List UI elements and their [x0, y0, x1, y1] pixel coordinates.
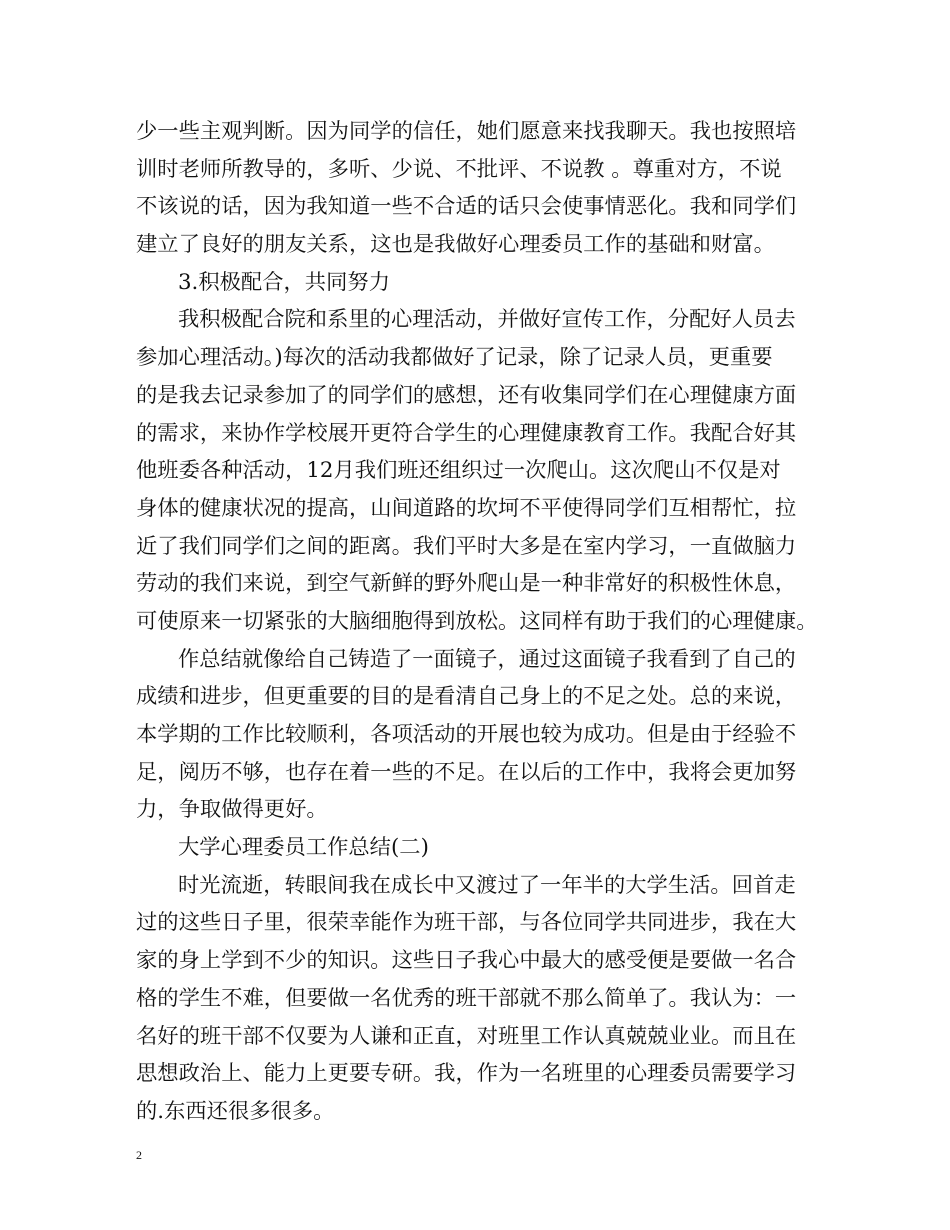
text-line: 我积极配合院和系里的心理活动，并做好宣传工作，分配好人员去: [178, 307, 796, 333]
text-line: 格的学生不难，但要做一名优秀的班干部就不那么简单了。我认为：一: [136, 985, 797, 1011]
text-line: 近了我们同学们之间的距离。我们平时大多是在室内学习，一直做脑力: [136, 533, 797, 559]
text-line: 力，争取做得更好。: [136, 797, 328, 823]
text-line: 思想政治上、能力上更要专研。我，作为一名班里的心理委员需要学习: [136, 1061, 797, 1087]
text-line: 本学期的工作比较顺利，各项活动的开展也较为成功。但是由于经验不: [136, 722, 797, 747]
text-line: 可使原来一切紧张的大脑细胞得到放松。这同样有助于我们的心理健康。: [136, 608, 818, 634]
text-line: 的需求，来协作学校展开更符合学生的心理健康教育工作。我配合好其: [136, 420, 797, 446]
text-line: 身体的健康状况的提高，山间道路的坎坷不平使得同学们互相帮忙，拉: [136, 495, 797, 521]
text-line: 建立了良好的朋友关系，这也是我做好心理委员工作的基础和财富。: [136, 232, 775, 258]
text-line: 名好的班干部不仅要为人谦和正直，对班里工作认真兢兢业业。而且在: [136, 1023, 797, 1049]
text-line: 少一些主观判断。因为同学的信任，她们愿意来找我聊天。我也按照培: [136, 119, 797, 144]
page-number: 2: [136, 1148, 142, 1162]
text-line: 的.东西还很多很多。: [136, 1098, 335, 1124]
text-line: 过的这些日子里，很荣幸能作为班干部，与各位同学共同进步，我在大: [136, 910, 797, 936]
document-body: [136, 113, 826, 1131]
text-line: 家的身上学到不少的知识。这些日子我心中最大的感受便是要做一名合: [136, 948, 797, 974]
text-line: 作总结就像给自己铸造了一面镜子，通过这面镜子我看到了自己的: [178, 646, 796, 672]
text-line: 不该说的话，因为我知道一些不合适的话只会使事情恶化。我和同学们: [136, 194, 797, 220]
text-line: 训时老师所教导的，多听、少说、不批评、不说教 。尊重对方，不说: [136, 156, 782, 182]
text-line: 成绩和进步，但更重要的目的是看清自己身上的不足之处。总的来说，: [136, 684, 797, 710]
text-line: 的是我去记录参加了的同学们的感想，还有收集同学们在心理健康方面: [136, 382, 797, 408]
text-line: 他班委各种活动，12月我们班还组织过一次爬山。这次爬山不仅是对: [136, 458, 781, 484]
text-line: 足，阅历不够，也存在着一些的不足。在以后的工作中，我将会更加努: [136, 759, 797, 785]
text-line: 参加心理活动。)每次的活动我都做好了记录，除了记录人员，更重要: [136, 345, 773, 371]
section-title: 大学心理委员工作总结(二): [178, 835, 429, 861]
text-line: 时光流逝，转眼间我在成长中又渡过了一年半的大学生活。回首走: [178, 872, 796, 898]
section-heading: 3.积极配合，共同努力: [178, 269, 390, 295]
text-line: 劳动的我们来说，到空气新鲜的野外爬山是一种非常好的积极性休息，: [136, 571, 797, 597]
